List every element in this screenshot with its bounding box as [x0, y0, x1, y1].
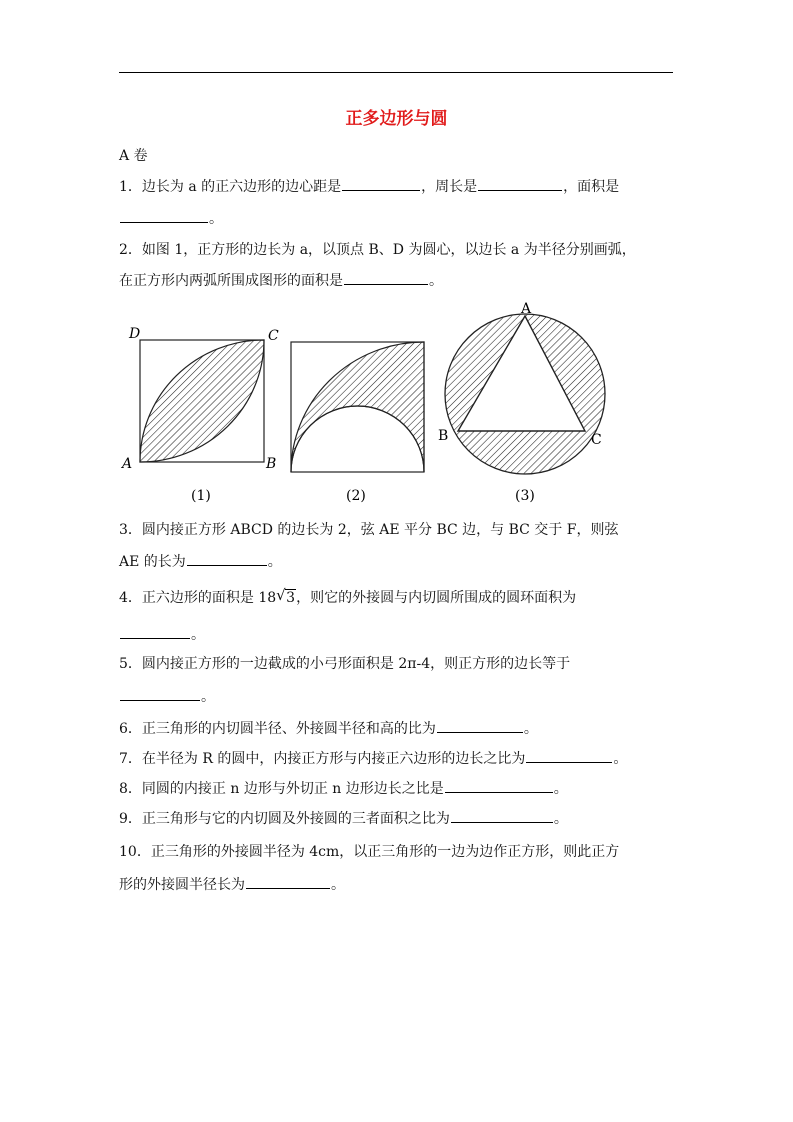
figure-1-label-d: D — [129, 326, 141, 342]
answer-blank[interactable] — [526, 748, 612, 763]
answer-blank[interactable] — [120, 624, 190, 639]
question-4-line-2: 。 — [119, 624, 205, 645]
answer-blank[interactable] — [451, 808, 553, 823]
question-5-line-2: 。 — [119, 686, 215, 707]
page-title: 正多边形与圆 — [345, 109, 448, 129]
figure-3-label-c: C — [591, 432, 602, 448]
question-3-line-2: AE 的长为 。 — [119, 551, 282, 572]
question-5-line-1: 5．圆内接正方形的一边截成的小弓形面积是 2π-4，则正方形的边长等于 — [119, 656, 571, 672]
question-3-line-1: 3．圆内接正方形 ABCD 的边长为 2，弦 AE 平分 BC 边，与 BC 交于 F，则弦 — [119, 522, 619, 538]
question-1-line-1: 1．边长为 a 的正六边形的边心距是 ，周长是 ，面积是 — [119, 176, 619, 197]
figure-3-label-b: B — [438, 428, 449, 444]
figures-svg — [0, 0, 793, 520]
answer-blank[interactable] — [120, 686, 200, 701]
figure-2-caption: (2) — [346, 488, 366, 504]
answer-blank[interactable] — [445, 778, 553, 793]
figure-1 — [120, 326, 279, 472]
question-10-line-2: 形的外接圆半径长为 。 — [119, 874, 345, 895]
figure-1-label-a: A — [122, 456, 133, 472]
question-4-line-1: 4．正六边形的面积是 18 √ 3，则它的外接圆与内切圆所围成的圆环面积为 — [119, 586, 577, 606]
figure-1-caption: (1) — [191, 488, 211, 504]
answer-blank[interactable] — [437, 718, 523, 733]
question-2-line-2: 在正方形内两弧所围成图形的面积是 。 — [119, 270, 443, 291]
figure-2-shaded-region — [291, 342, 424, 472]
figure-3-caption: (3) — [515, 488, 535, 504]
figure-2 — [291, 342, 424, 472]
question-7: 7．在半径为 R 的圆中，内接正方形与内接正六边形的边长之比为 。 — [119, 748, 627, 769]
answer-blank[interactable] — [246, 874, 330, 889]
figure-1-label-b: B — [266, 456, 277, 472]
figure-3-label-a: A — [521, 301, 532, 317]
sqrt-symbol: √ 3 — [276, 586, 296, 606]
figure-1-lens — [140, 340, 264, 462]
question-8: 8．同圆的内接正 n 边形与外切正 n 边形边长之比是 。 — [119, 778, 568, 799]
question-9: 9．正三角形与它的内切圆及外接圆的三者面积之比为 。 — [119, 808, 568, 829]
question-1-line-2: 。 — [119, 208, 223, 229]
answer-blank[interactable] — [187, 551, 267, 566]
question-6: 6．正三角形的内切圆半径、外接圆半径和高的比为 。 — [119, 718, 538, 739]
question-2-line-1: 2．如图 1，正方形的边长为 a，以顶点 B、D 为圆心，以边长 a 为半径分别画弧， — [119, 242, 636, 258]
section-label: A 卷 — [119, 148, 148, 164]
figure-1-label-c: C — [268, 328, 279, 344]
question-10-line-1: 10．正三角形的外接圆半径为 4cm，以正三角形的一边为边作正方形，则此正方 — [119, 844, 620, 860]
figure-3 — [438, 301, 605, 474]
